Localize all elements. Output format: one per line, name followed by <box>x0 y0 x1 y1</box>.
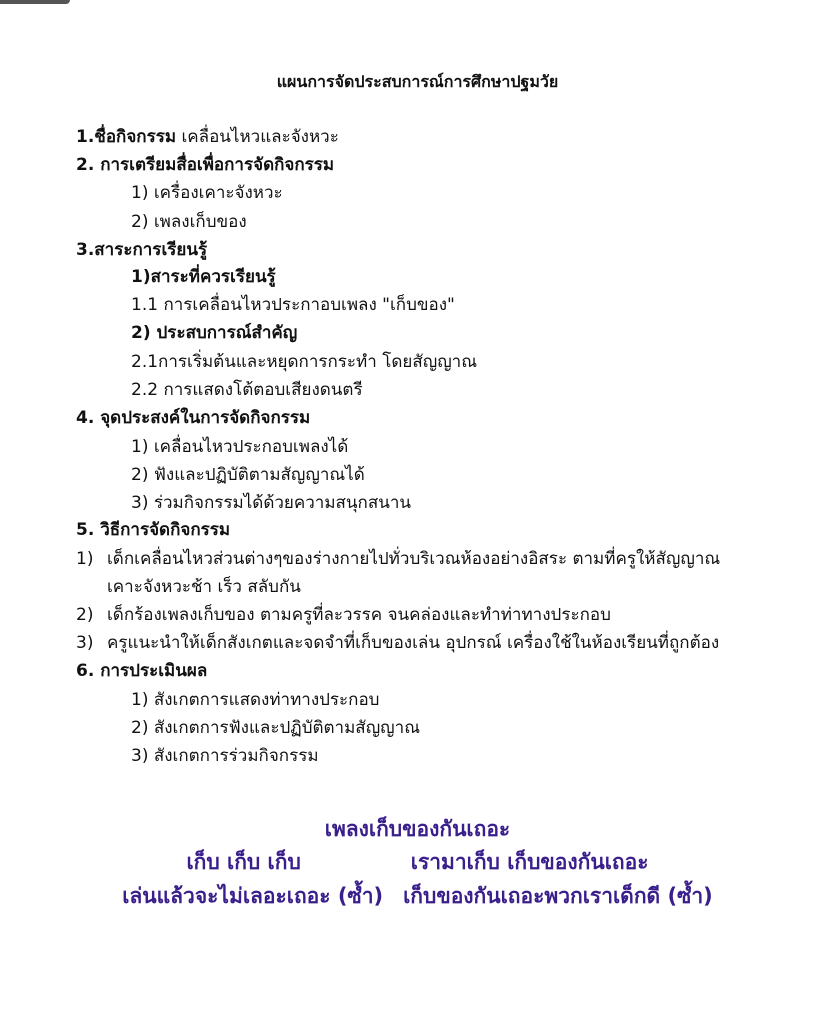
page-title: แผนการจัดประสบการณ์การศึกษาปฐมวัย <box>276 72 559 91</box>
song-title: เพลงเก็บของกันเถอะ <box>324 817 511 841</box>
section-6-label: 6. การประเมินผล <box>76 661 208 681</box>
song-line-2-part-b: เรามาเก็บ เก็บของกันเถอะ <box>410 850 649 874</box>
song-line-3 <box>0 882 835 910</box>
section-3-sub1: 1)สาระที่ควรเรียนรู้ <box>131 267 276 287</box>
section-3-sub1-item: 1.1 การเคลื่อนไหวประกาอบเพลง "เก็บของ" <box>131 295 455 315</box>
section-3-label: 3.สาระการเรียนรู้ <box>76 240 208 260</box>
section-3-sub2-item: 2.2 การแสดงโต้ตอบเสียงดนตรี <box>131 380 363 400</box>
section-4-item: 2) ฟังและปฏิบัติตามสัญญาณได้ <box>131 465 365 485</box>
section-3-sub2-item: 2.1การเริ่มต้นและหยุดการกระทำ โดยสัญญาณ <box>131 352 478 372</box>
step-text: ครูแนะนำให้เด็กสังเกตและจดจำที่เก็บของเล่น อุปกรณ์ เครื่องใช้ในห้องเรียนที่ถูกต้อง <box>107 633 720 653</box>
section-1 <box>76 126 339 148</box>
section-2-item: 2) เพลงเก็บของ <box>131 212 247 232</box>
step-number: 2) <box>76 605 94 625</box>
song-line-2-part-a: เก็บ เก็บ เก็บ <box>186 850 301 874</box>
step-number: 1) <box>76 549 94 569</box>
step-text-continued: เคาะจังหวะช้า เร็ว สลับกัน <box>107 577 301 597</box>
step-number: 3) <box>76 633 94 653</box>
section-1-label: 1.ชื่อกิจกรรม <box>76 127 177 147</box>
section-2-item: 1) เครื่องเคาะจังหวะ <box>131 183 283 203</box>
section-4-item: 1) เคลื่อนไหวประกอบเพลงได้ <box>131 437 349 457</box>
song-line-2 <box>0 848 835 876</box>
section-3-sub2: 2) ประสบการณ์สำคัญ <box>131 323 298 343</box>
section-6-item: 2) สังเกตการฟังและปฏิบัติตามสัญญาณ <box>131 718 420 738</box>
song-line-3-part-a: เล่นแล้วจะไม่เลอะเถอะ (ซ้ำ) <box>122 884 384 908</box>
section-4-label: 4. จุดประสงค์ในการจัดกิจกรรม <box>76 408 311 428</box>
section-6-item: 1) สังเกตการแสดงท่าทางประกอบ <box>131 690 380 710</box>
section-1-value: เคลื่อนไหวและจังหวะ <box>181 127 339 147</box>
step-text: เด็กเคลื่อนไหวส่วนต่างๆของร่างกายไปทั่วบริเวณห้องอย่างอิสระ ตามที่ครูให้สัญญาณ <box>107 549 721 569</box>
section-5-label: 5. วิธีการจัดกิจกรรม <box>76 520 231 540</box>
section-2-label: 2. การเตรียมสื่อเพื่อการจัดกิจกรรม <box>76 155 335 175</box>
section-4-item: 3) ร่วมกิจกรรมได้ด้วยความสนุกสนาน <box>131 493 412 513</box>
section-6-item: 3) สังเกตการร่วมกิจกรรม <box>131 746 319 766</box>
song-line-3-part-b: เก็บของกันเถอะพวกเราเด็กดี (ซ้ำ) <box>403 884 713 908</box>
corner-tab <box>0 0 70 4</box>
step-text: เด็กร้องเพลงเก็บของ ตามครูที่ละวรรค จนคล่องและทำท่าทางประกอบ <box>107 605 611 625</box>
